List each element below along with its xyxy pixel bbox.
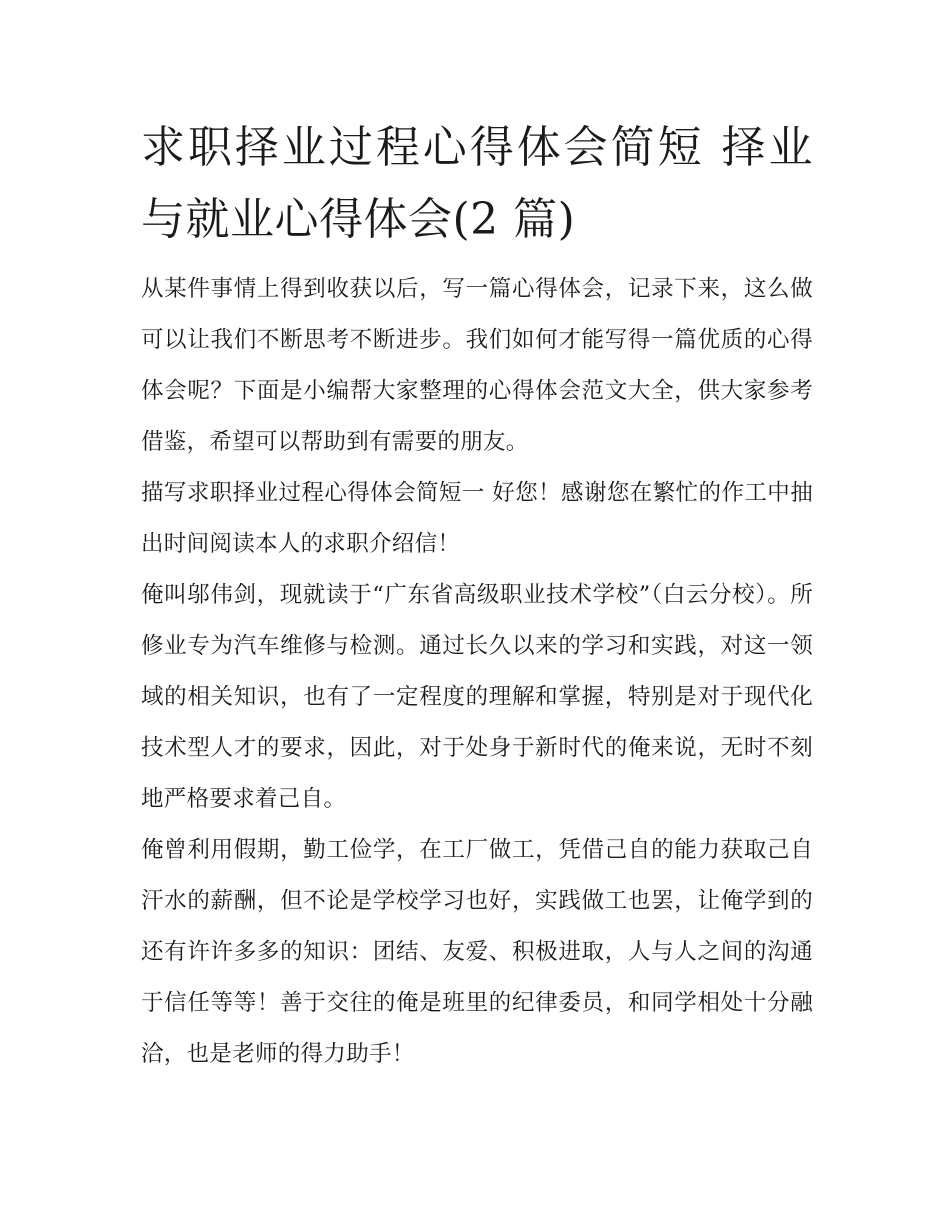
paragraph-self-introduction: 俺叫邬伟剑，现就读于“广东省高级职业技术学校”（白云分校）。所修业专为汽车维修与检测。通过长久以来的学习和实践，对这一领域的相关知识，也有了一定程度的理解和掌握，特别是对于现代化技术型人才的要求，因此，对于处身于新时代的俺来说，无时不刻地严格要求着己自。 — [141, 582, 813, 812]
paragraph-greeting: 描写求职择业过程心得体会简短一 好您！感谢您在繁忙的作工中抽出时间阅读本人的求职介绍信！ — [141, 480, 813, 557]
paragraph-intro: 从某件事情上得到收获以后，写一篇心得体会，记录下来，这么做可以让我们不断思考不断进步。我们如何才能写得一篇优质的心得体会呢？下面是小编帮大家整理的心得体会范文大全，供大家参考借鉴，希望可以帮助到有需要的朋友。 — [141, 276, 813, 455]
document-body — [141, 112, 813, 1080]
document-title: 求职择业过程心得体会简短 择业与就业心得体会(2 篇) — [141, 122, 813, 245]
paragraph-work-experience: 俺曾利用假期，勤工俭学，在工厂做工，凭借己自的能力获取己自汗水的薪酬，但不论是学校学习也好，实践做工也罢，让俺学到的还有许许多多的知识：团结、友爱、积极进取，人与人之间的沟通于信任等等！善于交往的俺是班里的纪律委员，和同学相处十分融洽，也是老师的得力助手！ — [141, 837, 813, 1067]
